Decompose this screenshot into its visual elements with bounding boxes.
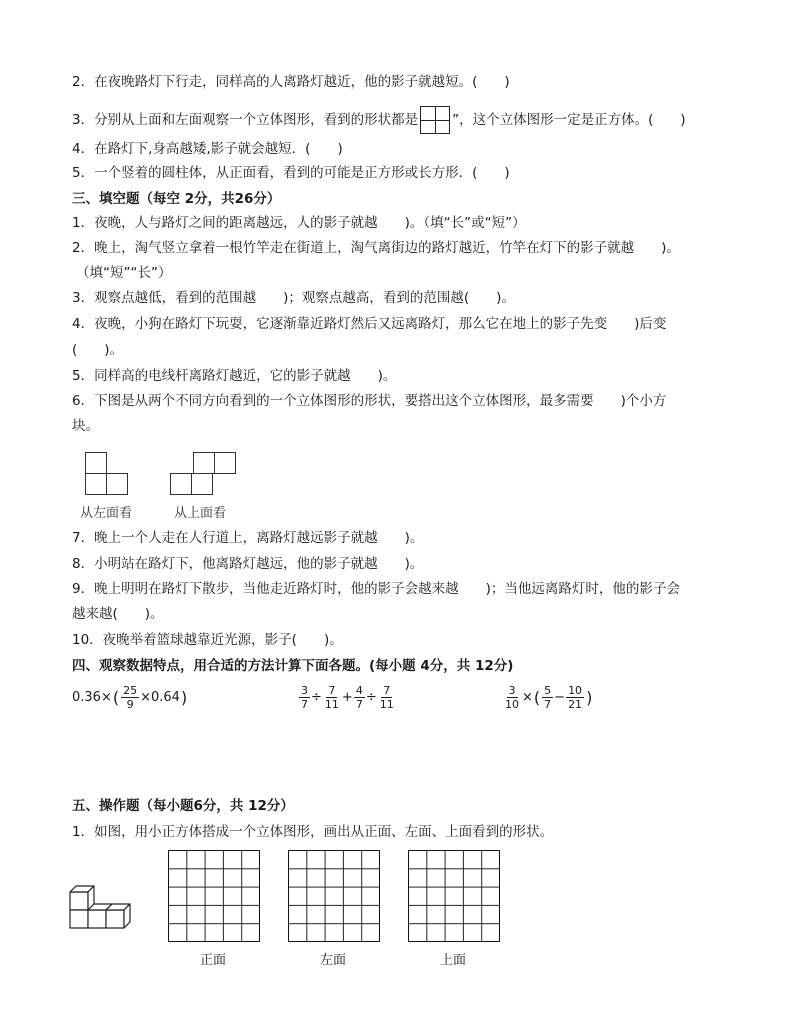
fill-q10: 10．夜晚举着篮球越靠近光源，影子( )。 — [72, 632, 343, 648]
judge-q4: 4．在路灯下,身高越矮,影子就会越短．( ) — [72, 141, 343, 157]
fill-q9a: 9．晚上明明在路灯下散步，当他走近路灯时，他的影子会越来越 )；当他远离路灯时，他的影子会 — [72, 581, 680, 597]
fill-heading: 三、填空题（每空 2分，共26分） — [72, 191, 281, 207]
expr3-frac-3 — [566, 684, 584, 711]
expr2-op3: ÷ — [365, 690, 377, 705]
expr3-n2: 5 — [544, 684, 552, 697]
expr3-n1: 3 — [508, 684, 516, 697]
judge-q2: 2．在夜晚路灯下行走，同样高的人离路灯越近，他的影子就越短。( ) — [72, 74, 510, 90]
expr3-op1: × — [522, 690, 533, 705]
expr3-frac-1 — [503, 684, 521, 711]
calc-expr-1 — [72, 684, 188, 711]
judge-q3-text-pre: 3．分别从上面和左面观察一个立体图形，看到的形状都是 — [72, 112, 419, 128]
fill-q5: 5．同样高的电线杆离路灯越近，它的影子就越 )。 — [72, 368, 397, 384]
expr2-frac-2 — [323, 684, 341, 711]
fill-q9b: 越来越( )。 — [72, 606, 164, 622]
expr1-frac-num: 25 — [123, 684, 138, 697]
fill-q1: 1．夜晚，人与路灯之间的距离越远，人的影子就越 )。（填“长”或“短”） — [72, 215, 526, 231]
cube-stack-figure — [66, 878, 152, 934]
fill-q8: 8．小明站在路灯下，他离路灯越远，他的影子就越 )。 — [72, 556, 424, 572]
expr2-d4: 11 — [379, 698, 394, 711]
expr3-n3: 10 — [568, 684, 583, 697]
fill-q4b: ( )。 — [72, 342, 124, 358]
fill-q6b: 块。 — [72, 418, 99, 434]
expr2-frac-4 — [378, 684, 396, 711]
expr3-lparen: ( — [533, 688, 541, 707]
expr3-d2: 7 — [544, 698, 552, 711]
calc-expr-3 — [502, 684, 593, 711]
label-top: 上面 — [440, 953, 467, 968]
fill-q3: 3．观察点越低，看到的范围越 )；观察点越高，看到的范围越( )。 — [72, 290, 515, 306]
expr3-d3: 21 — [568, 698, 583, 711]
expr1-lparen: ( — [112, 688, 120, 707]
ops-q1: 1．如图，用小正方体搭成一个立体图形，画出从正面、左面、上面看到的形状。 — [72, 824, 554, 840]
four-square-icon — [420, 106, 450, 134]
expr3-op2: − — [554, 690, 566, 705]
expr2-op2: + — [341, 690, 353, 705]
expr1-coef: 0.36× — [72, 690, 112, 705]
expr3-frac-2 — [542, 684, 553, 711]
expr1-frac-den: 9 — [126, 698, 134, 711]
fill-q2b: （填“短”“长”） — [76, 265, 172, 281]
expr2-n3: 4 — [355, 684, 363, 697]
left-view-grid[interactable] — [288, 850, 380, 942]
expr2-n4: 7 — [383, 684, 391, 697]
expr2-n2: 7 — [328, 684, 336, 697]
expr2-d3: 7 — [355, 698, 363, 711]
expr3-rparen: ) — [586, 688, 593, 707]
ops-heading: 五、操作题（每小题6分，共 12分） — [72, 798, 294, 814]
top-view-grid[interactable] — [408, 850, 500, 942]
fill-q7: 7．晚上一个人走在人行道上，离路灯越远影子就越 )。 — [72, 530, 424, 546]
expr3-d1: 10 — [505, 698, 519, 711]
expr2-d1: 7 — [301, 698, 308, 711]
judge-q5: 5．一个竖着的圆柱体，从正面看，看到的可能是正方形或长方形．( ) — [72, 165, 510, 181]
fill-q6a: 6．下图是从两个不同方向看到的一个立体图形的形状，要搭出这个立体图形，最多需要 )个小方 — [72, 393, 667, 409]
fill-q4a: 4．夜晚，小狗在路灯下玩耍，它逐渐靠近路灯然后又远离路灯，那么它在地上的影子先变 )后变 — [72, 316, 667, 332]
expr1-mult: ×0.64 — [140, 690, 180, 705]
caption-left-view: 从左面看 — [80, 506, 133, 521]
judge-q3 — [72, 106, 686, 134]
calc-expr-2 — [298, 684, 397, 711]
expr1-frac — [121, 684, 139, 711]
expr2-n1: 3 — [301, 684, 308, 697]
calc-heading: 四、观察数据特点，用合适的方法计算下面各题。(每小题 4分，共 12分) — [72, 658, 514, 674]
label-front: 正面 — [200, 953, 227, 968]
expr2-op1: ÷ — [311, 690, 322, 705]
expr2-d2: 11 — [324, 698, 339, 711]
expr2-frac-1 — [299, 684, 310, 711]
judge-q3-text-post: ”，这个立体图形一定是正方体。( ) — [452, 112, 686, 128]
expr1-rparen: ) — [180, 688, 188, 707]
expr2-frac-3 — [354, 684, 365, 711]
fill-q2a: 2．晚上，淘气竖立拿着一根竹竿走在街道上，淘气离街边的路灯越近，竹竿在灯下的影子就越 )。 — [72, 240, 680, 256]
label-left: 左面 — [320, 953, 347, 968]
front-view-grid[interactable] — [168, 850, 260, 942]
caption-top-view: 从上面看 — [174, 506, 227, 521]
